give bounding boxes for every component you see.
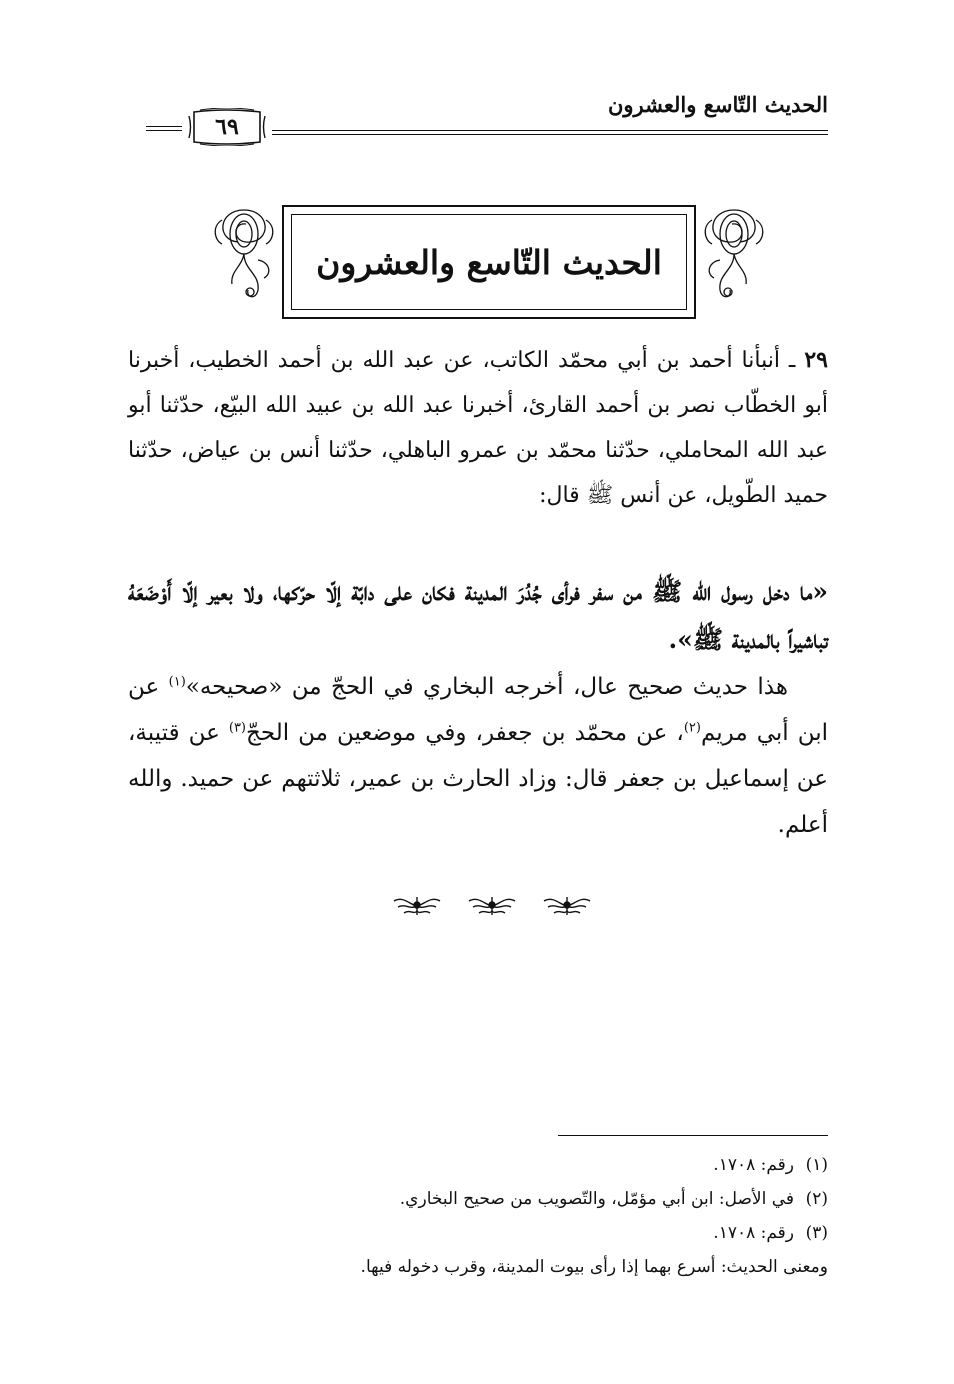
footnote-note: ومعنى الحديث: أسرع بهما إذا رأى بيوت المدينة، وقرب دخوله فيها. <box>360 1257 828 1277</box>
footnote-text: رقم: ١٧٠٨. <box>713 1155 794 1175</box>
footnotes <box>128 1148 828 1284</box>
footnote-1 <box>128 1148 828 1182</box>
flourish-icon <box>392 893 442 917</box>
footnote-text: رقم: ١٧٠٨. <box>713 1223 794 1243</box>
footnote-3 <box>128 1216 828 1250</box>
header-rule-left <box>146 126 182 131</box>
chapter-title: الحديث التّاسع والعشرون <box>316 242 662 282</box>
page-number: ٦٩ <box>215 114 239 140</box>
chapter-title-box <box>282 205 696 319</box>
running-title: الحديث التّاسع والعشرون <box>607 92 828 117</box>
flourish-icon <box>542 893 592 917</box>
isnad-paragraph <box>128 338 828 518</box>
footnote-mark: (٢) <box>805 1189 828 1209</box>
footnote-ref-1[interactable]: (١) <box>168 674 186 690</box>
footnote-rule <box>558 1135 828 1136</box>
footnote-2 <box>128 1182 828 1216</box>
floral-ornament-icon <box>698 200 770 310</box>
commentary-text: ، عن محمّد بن جعفر، وفي موضعين من الحجّ <box>246 720 684 746</box>
footnote-ref-2[interactable]: (٢) <box>683 720 701 736</box>
hadith-text: «ما دخل رسول الله ﷺ من سفر فرأى جُدُرَ المدينة فكان على دابّة إلّا حرّكها، ولا بعير إلّا أَوْضَعَهُ تباشيراً بالمدينة ﷺ». <box>128 577 828 654</box>
commentary-paragraph <box>128 664 828 848</box>
floral-ornament-icon <box>208 200 280 310</box>
header-rule <box>272 130 828 135</box>
commentary-text: عن قتيبة، عن إسماعيل بن جعفر قال: وزاد الحارث بن عمير، ثلاثتهم عن حميد. والله أعلم. <box>128 720 828 838</box>
footnote-ref-3[interactable]: (٣) <box>228 720 246 736</box>
footnote-mark: (٣) <box>805 1223 828 1243</box>
section-separator <box>392 888 592 922</box>
footnote-text: في الأصل: ابن أبي مؤمّل، والتّصويب من صحيح البخاري. <box>399 1189 794 1209</box>
footnote-mark: (١) <box>805 1155 828 1175</box>
commentary-text: هذا حديث صحيح عال، أخرجه البخاري في الحجّ من «صحيحه» <box>185 674 788 700</box>
commentary-text: عن ابن أبي مريم <box>128 674 828 746</box>
hadith-number: ٢٩ <box>804 347 828 373</box>
flourish-icon <box>467 893 517 917</box>
isnad-text: ـ أنبأنا أحمد بن أبي محمّد الكاتب، عن عبد الله بن أحمد الخطيب، أخبرنا أبو الخطّاب نصر بن أحمد القارئ، أخبرنا عبد الله بن عبيد الله البيّع، حدّثنا أبو عبد الله المحاملي، حدّثنا محمّد بن عمرو الباهلي، حدّثنا أنس بن عياض، حدّثنا حميد الطّويل، عن أنس ﷺ قال: <box>128 348 828 508</box>
